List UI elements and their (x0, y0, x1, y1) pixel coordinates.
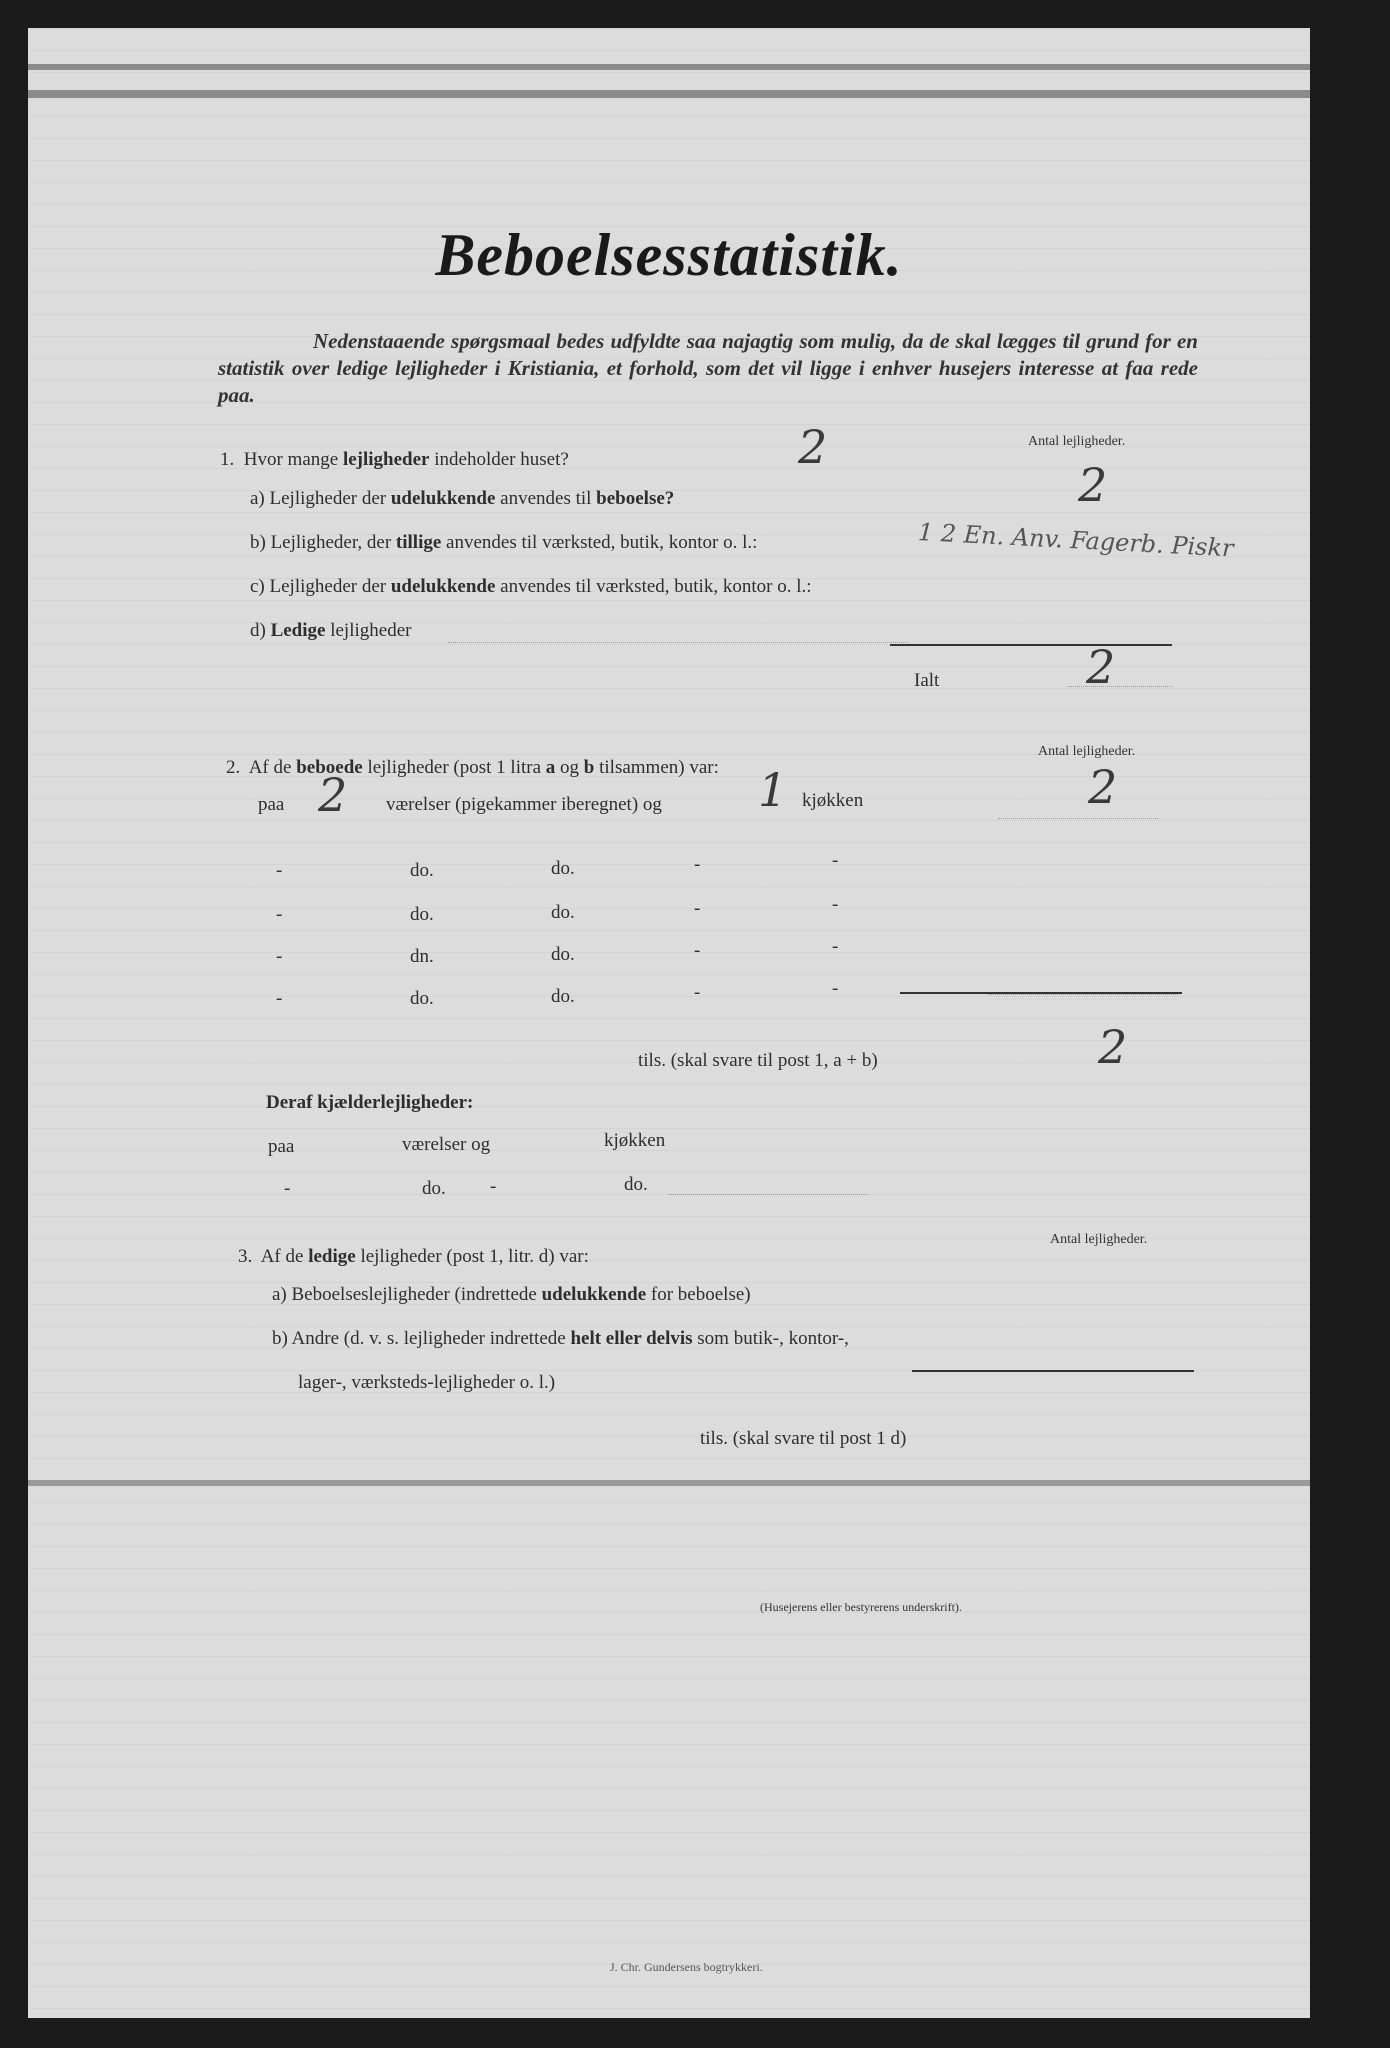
q2-count-answer: 2 (1088, 760, 1118, 814)
q2-row-1-c2: do. (551, 858, 575, 879)
q3a-row (272, 1284, 751, 1306)
col-header-1: Antal lejligheder. (1028, 434, 1126, 449)
q2-deraf-do2: do. (624, 1174, 648, 1195)
q2-text-mid2: og (555, 757, 584, 778)
q3b-post: som butik-, kontor-, (692, 1328, 849, 1349)
q2-text-mid: lejligheder (post 1 litra (362, 757, 546, 778)
q2-deraf-dash1: - (284, 1178, 291, 1199)
q2-count-dots (998, 818, 1158, 819)
q2-text-bold3: b (583, 757, 595, 778)
q2-question (226, 757, 719, 779)
q1a-row (250, 488, 674, 510)
q2-row-2-d3: - (832, 894, 839, 915)
q2-row-1-c1: do. (410, 860, 434, 881)
q2-tils-answer: 2 (1098, 1020, 1128, 1074)
q2-rows-dots (988, 994, 1178, 995)
q2-tils-label: tils. (skal svare til post 1, a + b) (638, 1050, 878, 1071)
q1a-mid: anvendes til (495, 488, 597, 509)
q1-question (220, 449, 569, 471)
q2-deraf-rooms: værelser og (402, 1134, 491, 1155)
q2-row-2-c2: do. (551, 902, 575, 923)
q2-number: 2. (226, 757, 241, 778)
q1d-post: lejligheder (325, 620, 412, 641)
q1-text-pre: Hvor mange (243, 449, 343, 470)
q2-deraf-dots (668, 1194, 868, 1195)
q1a-answer: 2 (1078, 458, 1108, 512)
q1-number: 1. (220, 449, 235, 470)
q1c-pre: c) Lejligheder der (250, 576, 391, 597)
q2-deraf-kitchen: kjøkken (604, 1130, 666, 1151)
form-sheet (28, 28, 1310, 2018)
q3b-row (272, 1328, 849, 1350)
q3b-bold: helt eller delvis (570, 1328, 693, 1349)
q3-text-post: lejligheder (post 1, litr. d) var: (355, 1246, 589, 1267)
printer-credit: J. Chr. Gundersens bogtrykkeri. (610, 1960, 763, 1974)
q2-row-4-c2: do. (551, 986, 575, 1007)
q3-text-bold: ledige (308, 1246, 356, 1267)
q2-row-4-d3: - (832, 978, 839, 999)
q2-row-1-d2: - (694, 854, 701, 875)
q1c-bold: udelukkende (390, 576, 496, 597)
q2-row-3-c2: do. (551, 944, 575, 965)
q1b-pre: b) Lejligheder, der (250, 532, 396, 553)
col-header-2: Antal lejligheder. (1038, 744, 1136, 759)
q1d-bold: Ledige (270, 620, 326, 641)
q1-total-dots (1068, 686, 1172, 687)
q1d-dots (448, 642, 908, 643)
q3-question (238, 1246, 589, 1268)
q2-text-bold1: beboede (296, 757, 363, 778)
q2-deraf-do1: do. (422, 1178, 446, 1199)
q3a-pre: a) Beboelseslejligheder (indrettede (272, 1284, 542, 1305)
q2-row-2-c1: do. (410, 904, 434, 925)
q2-row-4-dash: - (276, 988, 283, 1009)
q1-text-bold: lejligheder (342, 449, 430, 470)
q2-row-4-d2: - (694, 982, 701, 1003)
q2-row-1-d3: - (832, 850, 839, 871)
q2-text-bold2: a (545, 757, 556, 778)
q1a-pre: a) Lejligheder der (250, 488, 391, 509)
q1d-row (250, 620, 411, 642)
q3-number: 3. (238, 1246, 253, 1267)
q2-total-rule (900, 992, 1182, 994)
q2-row-3-c1: dn. (410, 946, 434, 967)
page-title: Beboelsesstatistik. (435, 222, 903, 288)
q2-text-post: tilsammen) var: (594, 757, 719, 778)
col-header-3: Antal lejligheder. (1050, 1232, 1148, 1247)
q2-row-4-c1: do. (410, 988, 434, 1009)
q3b-pre: b) Andre (d. v. s. lejligheder indrettede (272, 1328, 571, 1349)
top-band-2 (28, 90, 1310, 98)
q2-row-3-d3: - (832, 936, 839, 957)
q1-text-post: indeholder huset? (429, 449, 569, 470)
q2-row-1-dash: - (276, 860, 283, 881)
top-band (28, 64, 1310, 70)
q1-total-answer: 2 (1086, 640, 1116, 694)
intro-text: Nedenstaaende spørgsmaal bedes udfyldte saa najagtig som mulig, da de skal lægges til grund for en statistik over ledige lejligheder i Kristiania, et forhold, som det vil ligge i enhver husejers interesse at faa rede paa. (218, 329, 1198, 407)
q1c-post: anvendes til værksted, butik, kontor o. l.: (495, 576, 812, 597)
q2-deraf-paa: paa (268, 1136, 295, 1157)
q1b-row (250, 532, 757, 554)
q1-total-label: Ialt (914, 670, 940, 691)
q1b-bold: tillige (395, 532, 442, 553)
q2-text-pre: Af de (248, 757, 297, 778)
q1-total-rule (890, 644, 1172, 646)
q1b-answer: 1 2 En. Anv. Fagerb. Piskr (917, 518, 1235, 563)
q3-tils-label: tils. (skal svare til post 1 d) (700, 1428, 907, 1449)
q1c-row (250, 576, 812, 598)
q2-paa: paa (258, 794, 285, 815)
q2-row-3-d2: - (694, 940, 701, 961)
q2-kitchen-answer: 1 (758, 763, 788, 817)
q2-rooms-answer: 2 (318, 768, 348, 822)
q2-row-3-dash: - (276, 946, 283, 967)
q2-row-2-dash: - (276, 904, 283, 925)
q2-deraf-label: Deraf kjælderlejligheder: (266, 1092, 474, 1113)
q3-text-pre: Af de (260, 1246, 309, 1267)
q1a-bold1: udelukkende (390, 488, 496, 509)
q2-kitchen-label: kjøkken (802, 790, 864, 811)
signature-label: (Husejerens eller bestyrerens underskrift). (760, 1600, 962, 1614)
q2-rooms-label: værelser (pigekammer iberegnet) og (386, 794, 662, 815)
q3a-post: for beboelse) (646, 1284, 751, 1305)
q1a-bold2: beboelse? (596, 488, 675, 509)
q3b-row-2: lager-, værksteds-lejligheder o. l.) (298, 1372, 556, 1393)
q1-answer: 2 (798, 420, 828, 474)
section-divider (28, 1480, 1310, 1486)
q3-total-rule (912, 1370, 1194, 1372)
q2-deraf-dash2: - (490, 1176, 497, 1197)
q3a-bold: udelukkende (541, 1284, 647, 1305)
q2-row-2-d2: - (694, 898, 701, 919)
q1b-post: anvendes til værksted, butik, kontor o. l.: (441, 532, 758, 553)
q1d-pre: d) (250, 620, 271, 641)
